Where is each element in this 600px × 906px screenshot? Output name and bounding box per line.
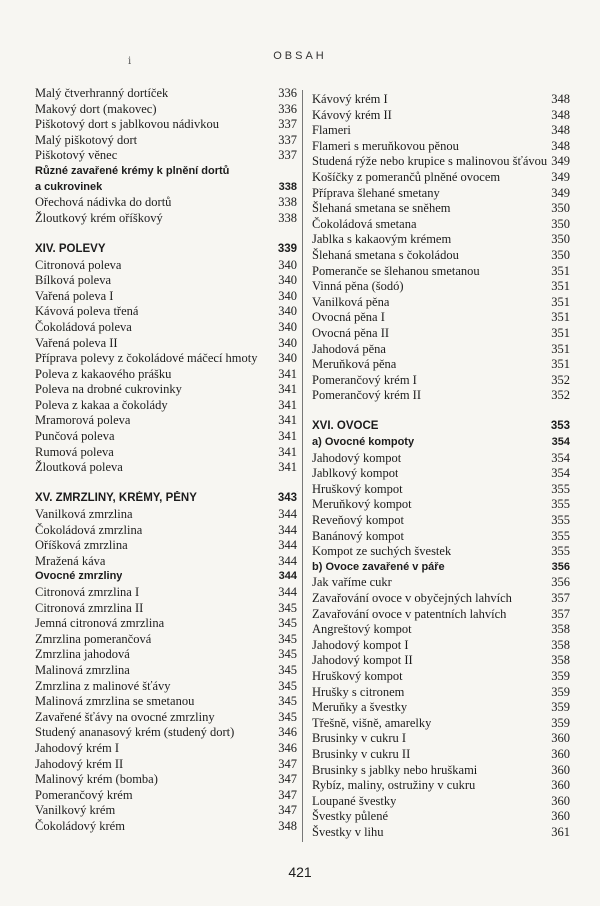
toc-entry-page: 348 xyxy=(551,107,570,122)
toc-subsection-heading xyxy=(35,569,297,585)
toc-entry-page: 345 xyxy=(278,694,297,709)
toc-entry xyxy=(312,716,570,732)
toc-entry-title: Kávový krém I xyxy=(312,92,388,106)
toc-entry-title: Malinová zmrzlina xyxy=(35,662,130,677)
toc-entry xyxy=(312,466,570,482)
toc-subsection-heading xyxy=(35,180,297,196)
toc-entry-title: Bílková poleva xyxy=(35,273,112,288)
toc-entry xyxy=(312,170,570,186)
toc-entry-page: 359 xyxy=(551,715,570,730)
toc-entry-title: Rybíz, maliny, ostružiny v cukru xyxy=(312,778,476,793)
toc-entry xyxy=(312,529,570,545)
toc-entry xyxy=(312,622,570,638)
toc-entry-page: 349 xyxy=(551,169,570,184)
toc-entry-page: 352 xyxy=(551,372,570,387)
toc-entry xyxy=(35,304,297,320)
section-spacer xyxy=(35,226,297,242)
toc-entry xyxy=(312,248,570,264)
toc-entry-page: 341 xyxy=(278,460,297,475)
toc-entry-title: Třešně, višně, amarelky xyxy=(312,715,432,730)
toc-entry xyxy=(35,351,297,367)
toc-entry xyxy=(312,763,570,779)
toc-entry xyxy=(35,616,297,632)
toc-entry-page: 356 xyxy=(551,560,570,573)
toc-entry xyxy=(35,273,297,289)
toc-left-column xyxy=(35,86,297,835)
toc-entry-page: 358 xyxy=(551,653,570,668)
toc-entry-page: 357 xyxy=(551,606,570,621)
toc-entry-page: 358 xyxy=(551,622,570,637)
toc-entry xyxy=(35,788,297,804)
toc-entry xyxy=(312,310,570,326)
toc-entry-page: 341 xyxy=(278,366,297,381)
toc-entry xyxy=(35,460,297,476)
toc-entry-title: Studená rýže nebo krupice s malinovou šťávou xyxy=(312,154,548,169)
toc-entry xyxy=(35,117,297,133)
toc-entry-title: Mramorová poleva xyxy=(35,413,131,428)
toc-entry-title: XVI. OVOCE xyxy=(312,420,379,433)
toc-entry-title: Loupané švestky xyxy=(312,793,397,808)
toc-entry xyxy=(35,86,297,102)
toc-entry xyxy=(312,794,570,810)
toc-entry-page: 337 xyxy=(278,117,297,132)
toc-entry-title: Vanilková zmrzlina xyxy=(35,507,133,522)
toc-entry-title: Šlehaná smetana se sněhem xyxy=(312,201,451,216)
toc-entry-page: 339 xyxy=(277,242,297,255)
toc-entry-page: 341 xyxy=(278,429,297,444)
toc-entry-title: Mražená káva xyxy=(35,553,106,568)
toc-entry-page: 347 xyxy=(278,756,297,771)
toc-entry xyxy=(35,647,297,663)
toc-entry xyxy=(35,445,297,461)
toc-subsection-heading xyxy=(312,560,570,576)
toc-entry-page: 358 xyxy=(551,637,570,652)
toc-entry-page: 344 xyxy=(278,585,297,599)
toc-entry-page: 348 xyxy=(551,123,570,138)
toc-entry xyxy=(35,694,297,710)
toc-entry-page: 350 xyxy=(551,247,570,262)
toc-entry-page: 341 xyxy=(278,413,297,428)
toc-entry-title: Zmrzlina z malinové šťávy xyxy=(35,678,171,693)
toc-entry xyxy=(312,108,570,124)
toc-entry-title: Kávový krém II xyxy=(312,107,392,122)
toc-entry xyxy=(312,638,570,654)
toc-entry-title: Pomeranče se šlehanou smetanou xyxy=(312,263,480,278)
toc-entry-page: 341 xyxy=(278,444,297,459)
toc-entry xyxy=(312,653,570,669)
toc-entry-title: Švestky půlené xyxy=(312,809,389,824)
toc-entry xyxy=(35,523,297,539)
toc-entry xyxy=(312,669,570,685)
toc-entry-title: Čokoládová zmrzlina xyxy=(35,522,143,537)
toc-entry-title: XV. ZMRZLINY, KRÉMY, PĚNY xyxy=(35,492,197,505)
toc-entry-title: Makový dort (makovec) xyxy=(35,101,157,116)
toc-entry-page: 340 xyxy=(278,335,297,350)
toc-entry-title: Hruškový kompot xyxy=(312,481,403,496)
toc-entry-title: Zavařené šťávy na ovocné zmrzliny xyxy=(35,709,215,724)
toc-entry-title: Jahodový kompot II xyxy=(312,653,413,668)
toc-entry-title: Malý piškotový dort xyxy=(35,132,138,147)
toc-entry-page: 346 xyxy=(278,740,297,755)
toc-entry-title: Piškotový věnec xyxy=(35,148,118,163)
toc-entry xyxy=(312,357,570,373)
toc-entry-title: Jahodová pěna xyxy=(312,341,386,356)
toc-entry-page: 353 xyxy=(550,420,570,433)
toc-entry-title: b) Ovoce zavařené v páře xyxy=(312,560,445,573)
toc-entry xyxy=(35,148,297,164)
toc-entry-title: Jahodový krém II xyxy=(35,756,124,771)
section-spacer xyxy=(35,476,297,492)
toc-entry-page: 347 xyxy=(278,772,297,787)
toc-entry-title: Šlehaná smetana s čokoládou xyxy=(312,247,459,262)
toc-entry xyxy=(35,289,297,305)
toc-entry-title: Meruňková pěna xyxy=(312,357,397,372)
toc-entry-page: 341 xyxy=(278,397,297,412)
toc-entry-page: 347 xyxy=(278,803,297,818)
toc-entry-title: Jablka s kakaovým krémem xyxy=(312,232,452,247)
toc-entry-title: Košíčky z pomerančů plněné ovocem xyxy=(312,169,501,184)
toc-entry-title: Vařená poleva II xyxy=(35,335,118,350)
toc-entry-page: 357 xyxy=(551,591,570,605)
toc-entry-title: Punčová poleva xyxy=(35,429,115,444)
toc-section-heading xyxy=(312,419,570,435)
toc-entry-title: Zmrzlina pomerančová xyxy=(35,631,152,646)
toc-entry-title: Meruňkový kompot xyxy=(312,497,412,512)
toc-entry-page: 340 xyxy=(278,319,297,334)
toc-entry xyxy=(35,507,297,523)
toc-entry-title: Jahodový krém I xyxy=(35,740,120,755)
toc-entry-page: 349 xyxy=(551,185,570,200)
toc-subsection-heading xyxy=(35,164,297,180)
toc-entry xyxy=(312,139,570,155)
toc-entry xyxy=(312,217,570,233)
toc-entry-page: 338 xyxy=(278,180,297,193)
toc-entry-title: Jemná citronová zmrzlina xyxy=(35,616,165,631)
toc-entry xyxy=(312,685,570,701)
toc-entry xyxy=(312,388,570,404)
toc-entry-page: 340 xyxy=(278,304,297,319)
toc-entry-title: Malinový krém (bomba) xyxy=(35,772,158,787)
toc-entry-page: 351 xyxy=(551,279,570,294)
toc-entry-title: Žloutková poleva xyxy=(35,460,123,475)
toc-entry xyxy=(312,279,570,295)
toc-entry-title: Kávová poleva třená xyxy=(35,304,139,319)
toc-entry-page: 351 xyxy=(551,325,570,340)
toc-entry-title: Čokoládový krém xyxy=(35,818,125,833)
toc-entry-page: 359 xyxy=(551,700,570,715)
toc-entry xyxy=(35,663,297,679)
toc-entry-title: Ovocná pěna II xyxy=(312,325,390,340)
toc-entry xyxy=(312,326,570,342)
toc-entry-page: 345 xyxy=(278,678,297,693)
toc-entry-page: 344 xyxy=(278,522,297,537)
toc-entry-title: Flameri s meruňkovou pěnou xyxy=(312,138,459,153)
toc-entry-title: Zavařování ovoce v patentních lahvích xyxy=(312,606,507,621)
toc-entry-page: 360 xyxy=(551,809,570,824)
toc-entry xyxy=(35,585,297,601)
toc-entry-page: 351 xyxy=(551,310,570,325)
toc-entry-title: Zmrzlina jahodová xyxy=(35,647,130,662)
toc-entry xyxy=(312,264,570,280)
toc-entry-page: 345 xyxy=(278,600,297,615)
toc-entry xyxy=(35,398,297,414)
toc-entry-title: Citronová zmrzlina I xyxy=(35,585,140,599)
toc-entry-title: Příprava polevy z čokoládové máčecí hmoty xyxy=(35,351,258,366)
toc-section-heading xyxy=(35,491,297,507)
toc-entry-page: 336 xyxy=(278,101,297,116)
toc-entry-title: Jablkový kompot xyxy=(312,466,399,481)
toc-entry xyxy=(312,232,570,248)
toc-entry-title: Banánový kompot xyxy=(312,528,405,543)
toc-entry-title: Čokoládová smetana xyxy=(312,216,417,231)
toc-entry xyxy=(35,601,297,617)
toc-entry-page: 360 xyxy=(551,762,570,777)
toc-entry-page: 351 xyxy=(551,341,570,356)
toc-entry xyxy=(35,772,297,788)
toc-entry-page: 337 xyxy=(278,148,297,163)
toc-entry-title: Poleva z kakaového prášku xyxy=(35,366,172,381)
toc-entry-title: Švestky v lihu xyxy=(312,824,384,839)
toc-entry-page: 355 xyxy=(551,528,570,543)
toc-entry-title: Vařená poleva I xyxy=(35,288,114,303)
toc-entry-title: Rumová poleva xyxy=(35,444,114,459)
column-divider xyxy=(302,90,303,842)
toc-entry-title: Hrušky s citronem xyxy=(312,684,405,699)
toc-entry-page: 360 xyxy=(551,778,570,793)
toc-entry-page: 348 xyxy=(278,818,297,833)
toc-entry-page: 355 xyxy=(551,513,570,528)
toc-entry-title: XIV. POLEVY xyxy=(35,242,106,255)
toc-entry xyxy=(35,195,297,211)
toc-entry-page: 347 xyxy=(278,787,297,802)
toc-entry-title: Angreštový kompot xyxy=(312,622,412,637)
toc-entry xyxy=(312,700,570,716)
toc-entry-page: 350 xyxy=(551,216,570,231)
toc-entry-title: Citronová zmrzlina II xyxy=(35,600,144,615)
toc-entry-title: a) Ovocné kompoty xyxy=(312,436,415,449)
toc-entry-title: Různé zavařené krémy k plnění dortů xyxy=(35,164,230,177)
toc-entry xyxy=(312,451,570,467)
toc-entry xyxy=(35,741,297,757)
toc-entry xyxy=(312,497,570,513)
stray-ink-mark: ⅰ xyxy=(128,56,132,67)
toc-entry-title: Brusinky v cukru I xyxy=(312,731,407,746)
toc-entry xyxy=(35,382,297,398)
toc-entry xyxy=(35,803,297,819)
toc-entry-page: 345 xyxy=(278,616,297,631)
toc-entry-title: Hruškový kompot xyxy=(312,668,403,683)
toc-entry-title: Poleva z kakaa a čokolády xyxy=(35,397,168,412)
toc-entry xyxy=(312,373,570,389)
toc-entry-page: 344 xyxy=(278,507,297,522)
toc-entry-page: 344 xyxy=(278,538,297,553)
toc-section-heading xyxy=(35,242,297,258)
toc-entry-page: 356 xyxy=(551,575,570,590)
toc-entry-title: Reveňový kompot xyxy=(312,513,405,528)
toc-entry xyxy=(35,336,297,352)
toc-entry xyxy=(312,825,570,841)
toc-entry-page: 345 xyxy=(278,631,297,646)
toc-entry-title: Brusinky s jablky nebo hruškami xyxy=(312,762,478,777)
toc-entry-title: Malinová zmrzlina se smetanou xyxy=(35,694,195,709)
toc-entry xyxy=(312,482,570,498)
toc-entry-title: Vanilkový krém xyxy=(35,803,116,818)
toc-entry-page: 338 xyxy=(278,195,297,210)
toc-entry-page: 351 xyxy=(551,294,570,309)
toc-entry xyxy=(35,211,297,227)
toc-entry xyxy=(35,632,297,648)
toc-entry-title: Flameri xyxy=(312,123,351,138)
toc-entry xyxy=(35,258,297,274)
toc-entry-page: 350 xyxy=(551,201,570,216)
toc-entry-page: 340 xyxy=(278,257,297,272)
page-number: 421 xyxy=(288,864,312,880)
toc-entry xyxy=(35,538,297,554)
toc-entry xyxy=(35,819,297,835)
toc-entry-title: Jak vaříme cukr xyxy=(312,575,392,590)
toc-entry-title: Kompot ze suchých švestek xyxy=(312,544,452,559)
toc-entry xyxy=(312,295,570,311)
toc-entry-page: 344 xyxy=(278,570,297,583)
toc-entry xyxy=(312,731,570,747)
toc-entry-page: 355 xyxy=(551,497,570,512)
toc-entry-page: 340 xyxy=(278,273,297,288)
toc-entry-title: Čokoládová poleva xyxy=(35,319,132,334)
toc-entry xyxy=(312,513,570,529)
toc-entry-title: Oříšková zmrzlina xyxy=(35,538,128,553)
toc-entry-title: Ovocné zmrzliny xyxy=(35,570,123,583)
toc-subsection-heading xyxy=(312,435,570,451)
toc-entry xyxy=(312,747,570,763)
toc-entry-title: Příprava šlehané smetany xyxy=(312,185,440,200)
toc-entry-title: Studený ananasový krém (studený dort) xyxy=(35,725,235,740)
toc-entry xyxy=(35,757,297,773)
toc-entry-page: 340 xyxy=(278,351,297,366)
toc-entry xyxy=(35,710,297,726)
toc-entry-title: Ořechová nádivka do dortů xyxy=(35,195,172,210)
toc-entry-title: a cukrovinek xyxy=(35,180,103,193)
toc-entry-title: Pomerančový krém II xyxy=(312,388,421,403)
toc-entry-title: Zavařování ovoce v obyčejných lahvích xyxy=(312,591,512,605)
toc-entry xyxy=(312,201,570,217)
toc-entry-page: 344 xyxy=(278,553,297,568)
toc-entry xyxy=(312,186,570,202)
toc-entry-page: 349 xyxy=(551,154,570,169)
toc-entry-title: Žloutkový krém oříškový xyxy=(35,210,163,225)
toc-entry-page: 345 xyxy=(278,647,297,662)
toc-entry-title: Meruňky a švestky xyxy=(312,700,408,715)
toc-entry xyxy=(312,342,570,358)
toc-entry-page: 350 xyxy=(551,232,570,247)
toc-entry-page: 351 xyxy=(551,357,570,372)
toc-entry-page: 354 xyxy=(551,450,570,465)
toc-entry-page: 352 xyxy=(551,388,570,403)
toc-entry xyxy=(312,607,570,623)
toc-entry xyxy=(35,679,297,695)
toc-entry xyxy=(312,92,570,108)
toc-entry xyxy=(312,809,570,825)
toc-entry-title: Jahodový kompot I xyxy=(312,637,409,652)
toc-entry-page: 351 xyxy=(551,263,570,278)
toc-entry xyxy=(35,367,297,383)
toc-entry-page: 338 xyxy=(278,210,297,225)
toc-entry-page: 355 xyxy=(551,544,570,559)
toc-entry-page: 359 xyxy=(551,684,570,699)
toc-entry-page: 348 xyxy=(551,138,570,153)
toc-entry xyxy=(35,413,297,429)
toc-entry-page: 343 xyxy=(277,492,297,505)
toc-entry-title: Pomerančový krém xyxy=(35,787,133,802)
toc-entry-title: Brusinky v cukru II xyxy=(312,746,411,761)
toc-entry xyxy=(312,575,570,591)
toc-entry-page: 345 xyxy=(278,662,297,677)
toc-entry-page: 361 xyxy=(551,824,570,839)
toc-entry-page: 348 xyxy=(551,92,570,106)
toc-entry-title: Vinná pěna (šodó) xyxy=(312,279,404,294)
toc-entry-page: 355 xyxy=(551,481,570,496)
toc-entry xyxy=(35,725,297,741)
toc-entry-page: 341 xyxy=(278,382,297,397)
toc-entry-page: 337 xyxy=(278,132,297,147)
toc-entry-title: Piškotový dort s jablkovou nádivkou xyxy=(35,117,220,132)
toc-entry xyxy=(312,778,570,794)
toc-entry xyxy=(312,154,570,170)
toc-entry-page: 360 xyxy=(551,731,570,746)
toc-entry-page: 346 xyxy=(278,725,297,740)
toc-entry-page: 354 xyxy=(551,436,570,449)
toc-entry xyxy=(35,102,297,118)
toc-entry xyxy=(312,123,570,139)
toc-entry-page: 340 xyxy=(278,288,297,303)
toc-right-column xyxy=(312,92,570,841)
toc-entry xyxy=(35,554,297,570)
section-spacer xyxy=(312,404,570,420)
toc-entry xyxy=(312,544,570,560)
toc-entry-title: Citronová poleva xyxy=(35,257,122,272)
toc-entry-title: Pomerančový krém I xyxy=(312,372,417,387)
toc-entry-title: Malý čtverhranný dortíček xyxy=(35,86,169,100)
toc-entry-page: 360 xyxy=(551,746,570,761)
toc-entry xyxy=(312,591,570,607)
page-title: OBSAH xyxy=(273,50,327,62)
toc-entry-page: 345 xyxy=(278,709,297,724)
toc-entry xyxy=(35,133,297,149)
toc-entry-title: Poleva na drobné cukrovinky xyxy=(35,382,182,397)
toc-entry-page: 354 xyxy=(551,466,570,481)
toc-entry-title: Ovocná pěna I xyxy=(312,310,385,325)
toc-entry-page: 360 xyxy=(551,793,570,808)
toc-entry-page: 359 xyxy=(551,668,570,683)
toc-entry xyxy=(35,320,297,336)
toc-entry-title: Jahodový kompot xyxy=(312,450,402,465)
toc-entry-page: 336 xyxy=(278,86,297,100)
toc-entry xyxy=(35,429,297,445)
toc-entry-title: Vanilková pěna xyxy=(312,294,390,309)
